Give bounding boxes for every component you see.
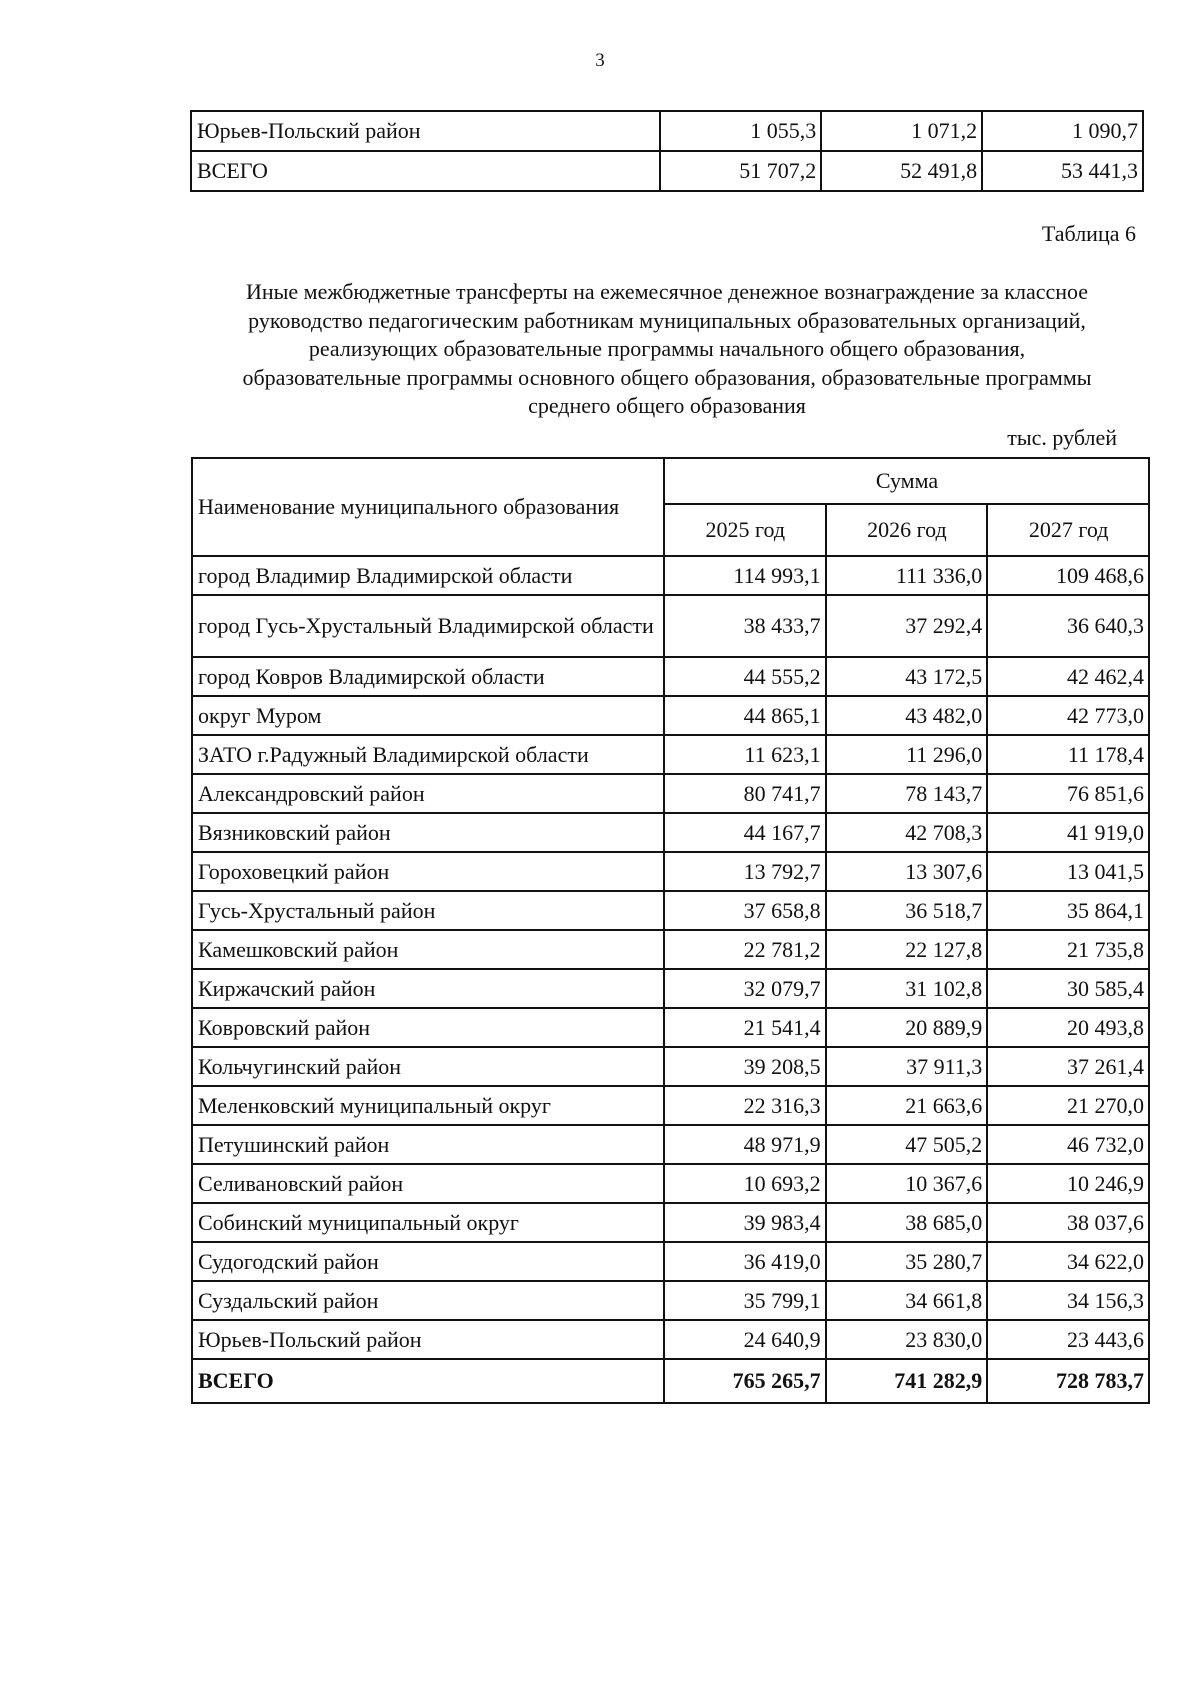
cell-2027: 23 443,6 — [987, 1320, 1149, 1359]
table-label: Таблица 6 — [1041, 221, 1136, 246]
table-row — [192, 1242, 1149, 1281]
cell-2027: 42 773,0 — [987, 696, 1149, 735]
cell-2026: 37 911,3 — [826, 1047, 988, 1086]
cell-name: Камешковский район — [192, 930, 664, 969]
cell-2027: 34 156,3 — [987, 1281, 1149, 1320]
cell-2027: 41 919,0 — [987, 813, 1149, 852]
table-row — [192, 774, 1149, 813]
header-name: Наименование муниципального образования — [192, 458, 664, 556]
cell-name: Юрьев-Польский район — [192, 1320, 664, 1359]
cell-name: Собинский муниципальный округ — [192, 1203, 664, 1242]
table-row — [192, 852, 1149, 891]
cell-name: город Гусь-Хрустальный Владимирской области — [192, 595, 664, 657]
cell-2025: 765 265,7 — [664, 1359, 826, 1403]
cell-name: Селивановский район — [192, 1164, 664, 1203]
cell-2027: 30 585,4 — [987, 969, 1149, 1008]
cell-2027: 21 270,0 — [987, 1086, 1149, 1125]
cell-name: Юрьев-Польский район — [191, 111, 660, 151]
cell-2025: 80 741,7 — [664, 774, 826, 813]
cell-2027: 42 462,4 — [987, 657, 1149, 696]
cell-2027: 11 178,4 — [987, 735, 1149, 774]
cell-name: Ковровский район — [192, 1008, 664, 1047]
cell-name: Гороховецкий район — [192, 852, 664, 891]
cell-2025: 24 640,9 — [664, 1320, 826, 1359]
cell-2026: 38 685,0 — [826, 1203, 988, 1242]
table-row — [192, 1008, 1149, 1047]
cell-2026: 37 292,4 — [826, 595, 988, 657]
cell-2025: 44 555,2 — [664, 657, 826, 696]
title-line: реализующих образовательные программы начального общего образования, — [308, 336, 1026, 361]
cell-2027: 21 735,8 — [987, 930, 1149, 969]
cell-2027: 13 041,5 — [987, 852, 1149, 891]
table-row — [192, 735, 1149, 774]
cell-2027: 728 783,7 — [987, 1359, 1149, 1403]
cell-2025: 51 707,2 — [660, 151, 821, 191]
transfers-table — [191, 457, 1150, 1404]
cell-2025: 32 079,7 — [664, 969, 826, 1008]
unit-label: тыс. рублей — [1007, 425, 1117, 450]
cell-2027: 37 261,4 — [987, 1047, 1149, 1086]
cell-2025: 48 971,9 — [664, 1125, 826, 1164]
table-row — [192, 1281, 1149, 1320]
cell-2026: 43 172,5 — [826, 657, 988, 696]
table-row — [192, 891, 1149, 930]
cell-2026: 13 307,6 — [826, 852, 988, 891]
cell-2026: 1 071,2 — [821, 111, 982, 151]
page-number: 3 — [595, 50, 605, 71]
cell-name: Судогодский район — [192, 1242, 664, 1281]
title-line: среднего общего образования — [528, 393, 806, 418]
cell-name: Александровский район — [192, 774, 664, 813]
table-row — [192, 595, 1149, 657]
header-year-2025: 2025 год — [664, 504, 826, 556]
cell-2027: 46 732,0 — [987, 1125, 1149, 1164]
cell-2025: 22 781,2 — [664, 930, 826, 969]
cell-2026: 21 663,6 — [826, 1086, 988, 1125]
cell-2025: 22 316,3 — [664, 1086, 826, 1125]
cell-name: округ Муром — [192, 696, 664, 735]
cell-name: Суздальский район — [192, 1281, 664, 1320]
table-row — [192, 1125, 1149, 1164]
cell-2025: 114 993,1 — [664, 556, 826, 595]
table-row — [192, 1320, 1149, 1359]
cell-2025: 11 623,1 — [664, 735, 826, 774]
cell-2025: 44 865,1 — [664, 696, 826, 735]
cell-2026: 36 518,7 — [826, 891, 988, 930]
cell-2026: 43 482,0 — [826, 696, 988, 735]
previous-table-continuation — [190, 110, 1144, 192]
table-title — [190, 278, 1144, 421]
table-row — [192, 657, 1149, 696]
cell-2027: 35 864,1 — [987, 891, 1149, 930]
cell-2025: 21 541,4 — [664, 1008, 826, 1047]
table-row — [192, 1086, 1149, 1125]
table-row — [192, 969, 1149, 1008]
table-row — [192, 930, 1149, 969]
cell-name: Вязниковский район — [192, 813, 664, 852]
cell-2027: 109 468,6 — [987, 556, 1149, 595]
cell-2026: 23 830,0 — [826, 1320, 988, 1359]
table-row — [192, 1164, 1149, 1203]
cell-name: город Ковров Владимирской области — [192, 657, 664, 696]
cell-2025: 44 167,7 — [664, 813, 826, 852]
cell-2026: 10 367,6 — [826, 1164, 988, 1203]
total-row — [192, 1359, 1149, 1403]
cell-2026: 11 296,0 — [826, 735, 988, 774]
cell-2025: 37 658,8 — [664, 891, 826, 930]
cell-2026: 78 143,7 — [826, 774, 988, 813]
cell-2026: 31 102,8 — [826, 969, 988, 1008]
cell-2025: 39 208,5 — [664, 1047, 826, 1086]
cell-2027: 38 037,6 — [987, 1203, 1149, 1242]
cell-name: Кольчугинский район — [192, 1047, 664, 1086]
cell-name: Петушинский район — [192, 1125, 664, 1164]
cell-2027: 1 090,7 — [982, 111, 1143, 151]
total-row — [191, 151, 1143, 191]
header-year-2027: 2027 год — [987, 504, 1149, 556]
cell-name: ЗАТО г.Радужный Владимирской области — [192, 735, 664, 774]
cell-2026: 22 127,8 — [826, 930, 988, 969]
cell-2027: 10 246,9 — [987, 1164, 1149, 1203]
table-row — [192, 1203, 1149, 1242]
cell-2027: 53 441,3 — [982, 151, 1143, 191]
cell-2025: 13 792,7 — [664, 852, 826, 891]
table-row — [192, 696, 1149, 735]
cell-2026: 111 336,0 — [826, 556, 988, 595]
table-row — [192, 1047, 1149, 1086]
cell-2026: 47 505,2 — [826, 1125, 988, 1164]
table-row — [192, 813, 1149, 852]
title-line: Иные межбюджетные трансферты на ежемесячное денежное вознаграждение за классное — [245, 279, 1089, 304]
cell-name: ВСЕГО — [191, 151, 660, 191]
cell-2025: 35 799,1 — [664, 1281, 826, 1320]
cell-2027: 36 640,3 — [987, 595, 1149, 657]
cell-name: город Владимир Владимирской области — [192, 556, 664, 595]
cell-name: Киржачский район — [192, 969, 664, 1008]
cell-2026: 35 280,7 — [826, 1242, 988, 1281]
cell-2025: 38 433,7 — [664, 595, 826, 657]
cell-2027: 34 622,0 — [987, 1242, 1149, 1281]
cell-2026: 42 708,3 — [826, 813, 988, 852]
cell-2025: 36 419,0 — [664, 1242, 826, 1281]
cell-2025: 1 055,3 — [660, 111, 821, 151]
cell-2026: 52 491,8 — [821, 151, 982, 191]
cell-name: Гусь-Хрустальный район — [192, 891, 664, 930]
cell-2027: 76 851,6 — [987, 774, 1149, 813]
table-row — [192, 556, 1149, 595]
title-line: руководство педагогическим работникам муниципальных образовательных организаций, — [248, 307, 1086, 333]
title-line: образовательные программы основного общего образования, образовательные программы — [242, 364, 1092, 390]
cell-2026: 34 661,8 — [826, 1281, 988, 1320]
cell-2025: 10 693,2 — [664, 1164, 826, 1203]
cell-2027: 20 493,8 — [987, 1008, 1149, 1047]
header-year-2026: 2026 год — [826, 504, 988, 556]
cell-name: Меленковский муниципальный округ — [192, 1086, 664, 1125]
cell-2026: 20 889,9 — [826, 1008, 988, 1047]
table-row — [191, 111, 1143, 151]
cell-2025: 39 983,4 — [664, 1203, 826, 1242]
cell-name: ВСЕГО — [192, 1359, 664, 1403]
cell-2026: 741 282,9 — [826, 1359, 988, 1403]
header-sum: Сумма — [664, 458, 1149, 504]
